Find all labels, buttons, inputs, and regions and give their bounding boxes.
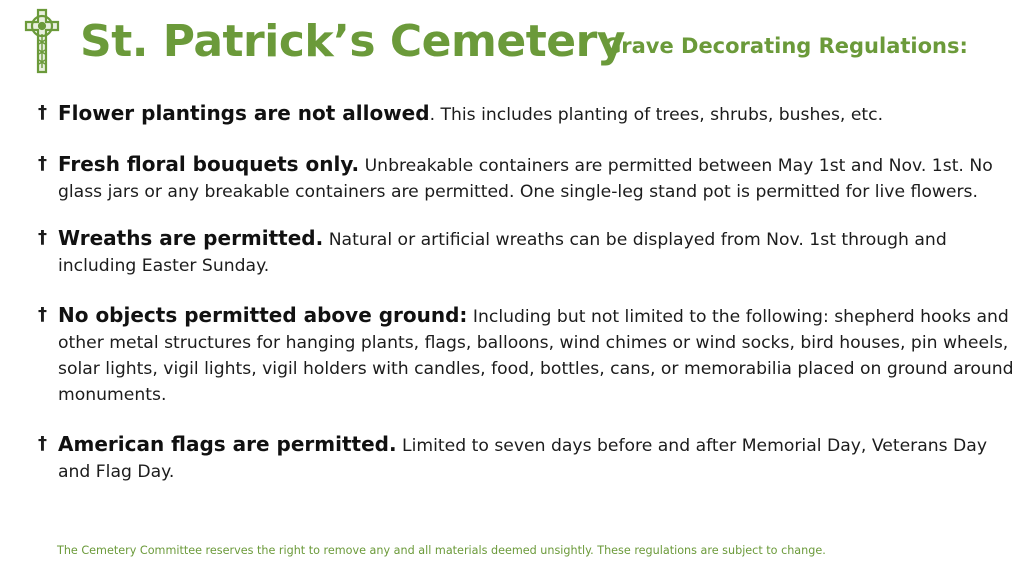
footer-note: The Cemetery Committee reserves the right to remove any and all materials deemed unsightly. These regulations are subject to change. <box>57 544 826 557</box>
page-subtitle: Grave Decorating Regulations: <box>604 34 968 58</box>
rule-heading: Fresh floral bouquets only. <box>58 152 360 176</box>
rule-heading: No objects permitted above ground: <box>58 303 468 327</box>
list-item <box>38 151 1020 205</box>
rule-text: Including but not limited to the following: shepherd hooks and other metal structures for hanging plants, flags, balloons, wind chimes or wind socks, bird houses, pin wheels, solar lights, vigil lights, vigil holders with candles, food, bottles, cans, or memorabilia placed on ground around monuments. <box>58 307 1014 405</box>
rule-text: Limited to seven days before and after Memorial Day, Veterans Day and Flag Day. <box>58 436 987 482</box>
dagger-bullet-icon: † <box>38 227 47 248</box>
rule-heading: American flags are permitted. <box>58 432 397 456</box>
rule-text: . This includes planting of trees, shrubs, bushes, etc. <box>429 105 884 125</box>
rule-heading: Flower plantings are not allowed <box>58 101 430 125</box>
dagger-bullet-icon: † <box>38 102 47 123</box>
dagger-bullet-icon: † <box>38 433 47 454</box>
list-item <box>38 302 1020 408</box>
dagger-bullet-icon: † <box>38 153 47 174</box>
page-title: St. Patrick’s Cemetery <box>80 16 625 67</box>
rule-text: Natural or artificial wreaths can be displayed from Nov. 1st through and including Easter Sunday. <box>58 230 947 276</box>
list-item <box>38 225 1020 279</box>
header <box>22 8 1012 78</box>
list-item <box>38 431 1020 485</box>
regulations-list <box>38 100 1020 508</box>
rule-text: Unbreakable containers are permitted between May 1st and Nov. 1st. No glass jars or any breakable containers are permitted. One single-leg stand pot is permitted for live flowers. <box>58 156 993 202</box>
dagger-bullet-icon: † <box>38 304 47 325</box>
celtic-cross-icon <box>22 8 62 74</box>
list-item <box>38 100 1020 128</box>
rule-heading: Wreaths are permitted. <box>58 226 324 250</box>
